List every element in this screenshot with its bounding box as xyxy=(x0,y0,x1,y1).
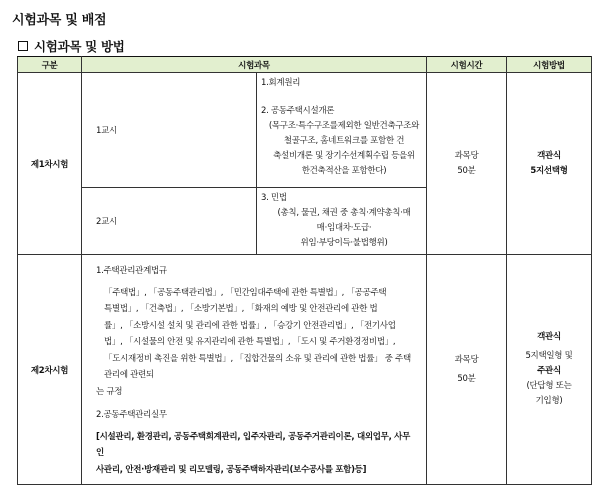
period2-subjects xyxy=(257,188,427,255)
housing-law-line-2: 률」, 「소방시설 설치 및 관리에 관한 법률」, 「승강기 안전관리법」, 「전기사업 xyxy=(104,320,396,331)
header-method: 시험방법 xyxy=(507,57,592,73)
second-exam-method xyxy=(507,255,592,485)
second-duration-line-1: 50분 xyxy=(457,373,476,384)
second-exam-subjects xyxy=(82,255,427,485)
first-exam-duration xyxy=(427,73,507,255)
first-duration-line-0: 과목당 xyxy=(454,150,479,161)
housing-law-line-4: 「도시재정비 촉진을 위한 특별법」, 「집합건물의 소유 및 관리에 관한 법률」 중 주택관리에 관련되 xyxy=(104,353,411,380)
subject-housing-facilities-desc-0: (목구조·특수구조를제외한 일반건축구조와 xyxy=(268,121,420,131)
housing-practice-line-1: 사관리, 안전·방재관리 및 리모델링, 공동주택하자관리(보수공사를 포함)등] xyxy=(96,464,367,475)
first-exam-label: 제1차시험 xyxy=(18,73,82,255)
second-exam-label: 제2차시험 xyxy=(18,255,82,485)
second-method-line-2: 주관식 xyxy=(537,366,561,376)
section-title-text: 시험과목 및 방법 xyxy=(34,39,125,54)
first-duration-line-1: 50분 xyxy=(457,165,476,176)
subject-civil-law-desc-2: 위임·부당이득·불법행위) xyxy=(300,238,388,248)
first-exam-period1-row xyxy=(18,73,592,188)
housing-law-line-0: 「주택법」, 「공동주택관리법」, 「민간임대주택에 관한 특별법」, 「공공주택 xyxy=(104,287,387,298)
subject-housing-practice: 2.공동주택관리실무 xyxy=(96,410,167,420)
table-header-row xyxy=(18,57,592,73)
subject-civil-law: 3. 민법 xyxy=(261,193,287,203)
housing-practice-line-0: [시설관리, 환경관리, 공동주택회계관리, 입주자관리, 공동주거관리이론, 대외업무, 사무 인 xyxy=(96,431,411,458)
second-exam-duration xyxy=(427,255,507,485)
housing-law-line-5: 는 규정 xyxy=(96,386,123,397)
second-method-line-1: 5지택일형 및 xyxy=(525,351,573,361)
subject-accounting: 1.회계원리 xyxy=(261,78,301,88)
second-method-line-4: 기입형) xyxy=(535,396,563,406)
first-method-line-1: 5지선택형 xyxy=(530,165,568,176)
page-heading: 시험과목 및 배점 xyxy=(12,13,107,28)
second-method-line-3: (단답형 또는 xyxy=(526,381,572,391)
second-method-line-0: 객관식 xyxy=(537,332,561,342)
housing-law-line-1: 특별법」, 「건축법」, 「소방기본법」, 「화재의 예방 및 안전관리에 관한 법 xyxy=(104,304,378,314)
header-division: 구분 xyxy=(18,57,82,73)
exam-subjects-table xyxy=(17,56,592,485)
period1-subjects xyxy=(257,73,427,188)
second-duration-line-0: 과목당 xyxy=(454,354,479,365)
first-exam-method xyxy=(507,73,592,255)
subject-civil-law-desc-0: (총칙, 물권, 채권 중 총칙·계약총칙·매 xyxy=(277,208,411,218)
subject-housing-facilities-desc-2: 축설비개론 및 장기수선계획수립 등을위 xyxy=(273,151,415,161)
period1-label: 1교시 xyxy=(82,73,257,188)
housing-law-line-3: 법」, 「시설물의 안전 및 유지관리에 관한 특별법」, 「도시 및 주거환경정비법」, xyxy=(104,337,396,347)
subject-housing-facilities-desc-1: 철골구조, 홈네트워크를 포함한 건 xyxy=(283,136,405,146)
subject-civil-law-desc-1: 매·임대차·도급· xyxy=(316,223,372,233)
subject-housing-facilities: 2. 공동주택시설개론 xyxy=(261,106,335,116)
first-method-line-0: 객관식 xyxy=(537,150,561,161)
period2-label: 2교시 xyxy=(82,188,257,255)
header-subjects: 시험과목 xyxy=(82,57,427,73)
subject-housing-law: 1.주택관리관계법규 xyxy=(96,266,167,276)
checkbox-square-icon xyxy=(18,41,28,51)
section-title xyxy=(18,37,125,55)
subject-housing-facilities-desc-3: 한건축적산을 포함한다) xyxy=(301,166,387,176)
second-exam-row xyxy=(18,255,592,485)
header-duration: 시험시간 xyxy=(427,57,507,73)
